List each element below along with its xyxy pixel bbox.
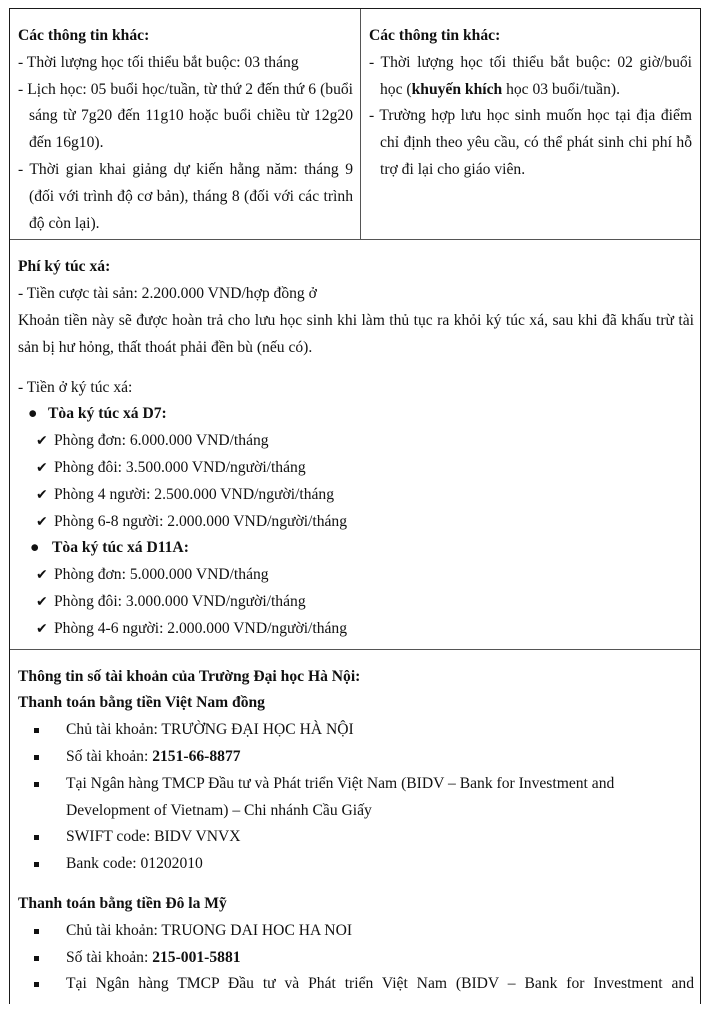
bank-detail-item — [18, 717, 694, 744]
dorm-building-heading — [18, 401, 694, 428]
spacer — [18, 362, 694, 375]
room-price: Phòng đơn: 6.000.000 VND/tháng — [54, 432, 269, 450]
square-bullet-icon — [34, 851, 66, 878]
check-icon: ✔ — [36, 593, 48, 610]
other-info-left-cell — [10, 9, 361, 239]
right-info-item — [369, 50, 692, 104]
room-price-item — [18, 455, 694, 482]
right-item-text-end: học 03 buổi/tuần). — [502, 80, 620, 98]
check-icon: ✔ — [36, 513, 48, 530]
dorm-deposit-note: Khoản tiền này sẽ được hoàn trả cho lưu học sinh khi làm thủ tục ra khỏi ký túc xá, sau khi đã khấu trừ tài sản bị hư hỏng, thất thoát phải đền bù (nếu có). — [18, 311, 694, 356]
spacer — [18, 878, 694, 891]
room-price-item — [18, 428, 694, 455]
bullet-icon: ● — [28, 405, 38, 423]
bullet-icon: ● — [30, 539, 40, 557]
bank-name: Tại Ngân hàng TMCP Đầu tư và Phát triển Việt Nam (BIDV – Bank for Investment and — [66, 975, 694, 993]
bank-name: Tại Ngân hàng TMCP Đầu tư và Phát triển Việt Nam (BIDV – Bank for Investment and Development of Vietnam) – Chi nhánh Cầu Giấy — [66, 774, 615, 819]
square-bullet-icon — [34, 918, 66, 945]
dorm-section-title: Phí ký túc xá: — [18, 258, 111, 276]
account-number-label: Số tài khoản: — [66, 948, 153, 966]
room-price: Phòng đôi: 3.000.000 VND/người/tháng — [54, 592, 306, 610]
left-section-title: Các thông tin khác: — [18, 27, 150, 44]
bank-code: Bank code: 01202010 — [66, 855, 203, 873]
document-table — [9, 8, 701, 1004]
dorm-deposit: - Tiền cược tài sản: 2.200.000 VND/hợp đồng ở — [18, 285, 317, 303]
room-price: Phòng 6-8 người: 2.000.000 VND/người/tháng — [54, 512, 348, 530]
dorm-fee-row — [10, 240, 700, 649]
dorm-building-heading — [18, 535, 694, 562]
swift-code: SWIFT code: BIDV VNVX — [66, 828, 241, 846]
account-number-line — [66, 744, 694, 771]
room-price-item — [18, 616, 694, 643]
left-info-item: - Thời gian khai giảng dự kiến hằng năm: tháng 9 (đối với trình độ cơ bản), tháng 8 (đối với các trình độ còn lại). — [18, 160, 353, 232]
bank-detail-item — [18, 824, 694, 851]
room-price: Phòng đơn: 5.000.000 VND/tháng — [54, 566, 269, 584]
square-bullet-icon — [34, 971, 66, 998]
account-number-line — [66, 945, 694, 972]
room-price-item — [18, 482, 694, 509]
square-bullet-icon — [34, 945, 66, 972]
dorm-building-name: Tòa ký túc xá D11A: — [52, 539, 189, 557]
room-price-item — [18, 509, 694, 536]
bank-detail-item — [18, 945, 694, 972]
bank-detail-item — [18, 918, 694, 945]
bank-detail-item — [18, 744, 694, 771]
bank-detail-item — [18, 771, 694, 825]
right-item-text: - Thời lượng học tối thiểu bắt buộc: 02 giờ/buổi học ( — [369, 53, 692, 98]
room-price: Phòng 4-6 người: 2.000.000 VND/người/tháng — [54, 619, 348, 637]
bank-section-title: Thông tin số tài khoản của Trường Đại học Hà Nội: — [18, 667, 361, 685]
usd-payment-heading: Thanh toán bằng tiền Đô la Mỹ — [18, 894, 227, 912]
dorm-rent-label: - Tiền ở ký túc xá: — [18, 378, 133, 396]
room-price: Phòng 4 người: 2.500.000 VND/người/tháng — [54, 485, 335, 503]
left-info-item: - Lịch học: 05 buổi học/tuần, từ thứ 2 đến thứ 6 (buổi sáng từ 7g20 đến 11g10 hoặc buổi chiều từ 12g20 đến 16g10). — [18, 80, 353, 152]
account-holder: Chủ tài khoản: TRƯỜNG ĐẠI HỌC HÀ NỘI — [66, 721, 354, 739]
account-number: 2151-66-8877 — [152, 747, 241, 765]
account-holder: Chủ tài khoản: TRUONG DAI HOC HA NOI — [66, 921, 353, 939]
account-number: 215-001-5881 — [152, 948, 241, 966]
bank-info-row — [10, 650, 700, 1005]
vnd-payment-heading: Thanh toán bằng tiền Việt Nam đồng — [18, 694, 265, 712]
square-bullet-icon — [34, 771, 66, 825]
check-icon: ✔ — [36, 567, 48, 584]
square-bullet-icon — [34, 717, 66, 744]
right-info-item: - Trường hợp lưu học sinh muốn học tại địa điểm chỉ định theo yêu cầu, có thể phát sinh chi phí hỗ trợ đi lại cho giáo viên. — [369, 107, 692, 178]
room-price: Phòng đôi: 3.500.000 VND/người/tháng — [54, 458, 306, 476]
other-info-row — [10, 9, 700, 240]
check-icon: ✔ — [36, 486, 48, 503]
dorm-building-name: Tòa ký túc xá D7: — [48, 405, 167, 423]
square-bullet-icon — [34, 744, 66, 771]
check-icon: ✔ — [36, 433, 48, 450]
bank-detail-item — [18, 971, 694, 998]
other-info-right-cell — [361, 9, 700, 239]
room-price-item — [18, 562, 694, 589]
check-icon: ✔ — [36, 620, 48, 637]
room-price-item — [18, 589, 694, 616]
bank-detail-item — [18, 851, 694, 878]
account-number-label: Số tài khoản: — [66, 747, 153, 765]
square-bullet-icon — [34, 824, 66, 851]
left-info-item: - Thời lượng học tối thiểu bắt buộc: 03 tháng — [18, 53, 299, 71]
check-icon: ✔ — [36, 459, 48, 476]
right-item-emphasis: khuyến khích — [411, 80, 503, 98]
right-section-title: Các thông tin khác: — [369, 27, 501, 44]
